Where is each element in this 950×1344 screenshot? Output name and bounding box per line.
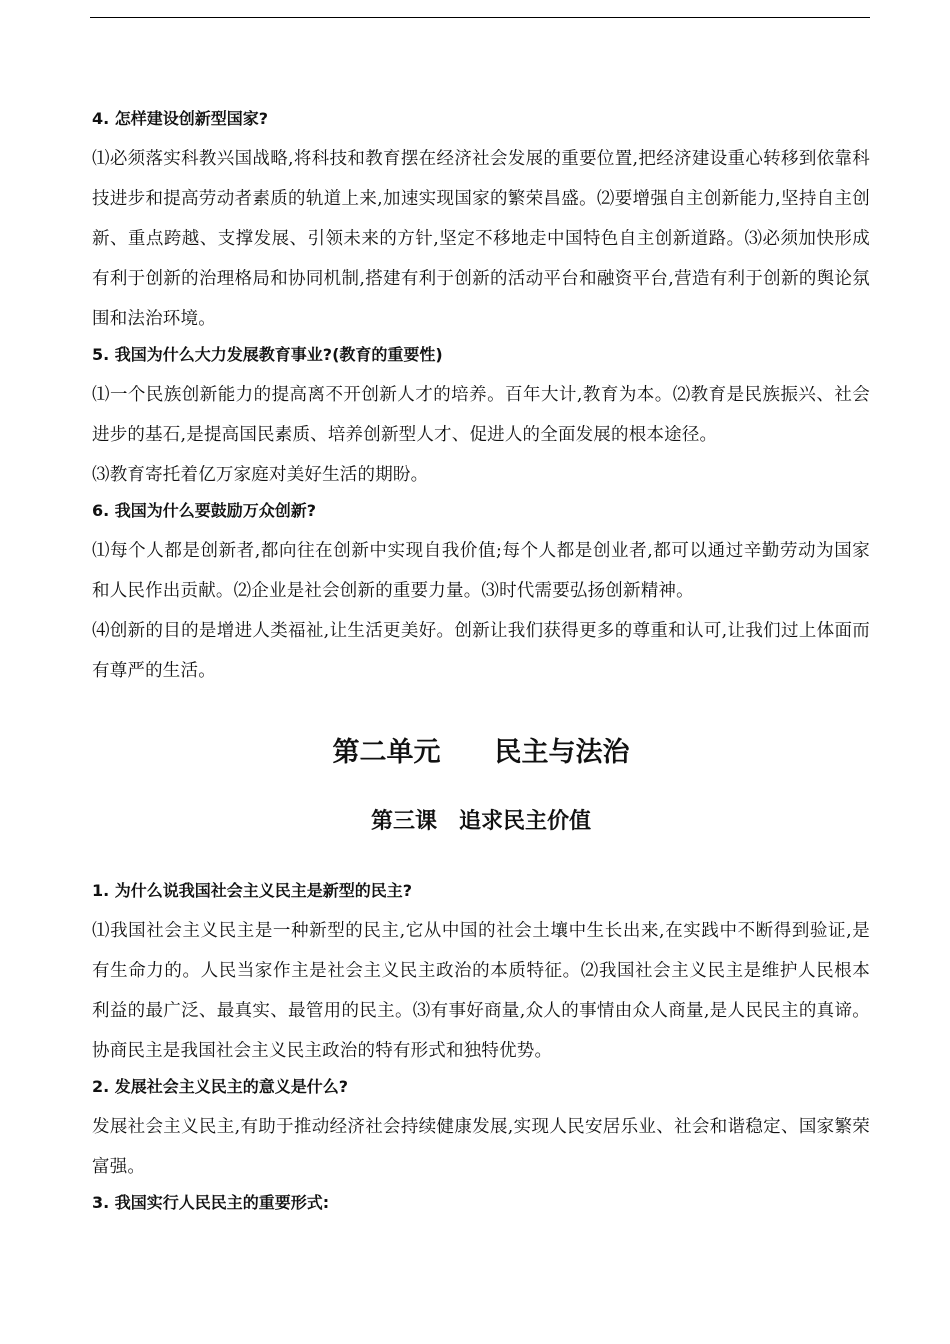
lesson-question-3 xyxy=(92,1191,870,1215)
lesson-question-1-answer: ⑴我国社会主义民主是一种新型的民主,它从中国的社会土壤中生长出来,在实践中不断得到验证,是有生命力的。人民当家作主是社会主义民主政治的本质特征。⑵我国社会主义民主是维护人民根本利益的最广泛、最真实、最管用的民主。⑶有事好商量,众人的事情由众人商量,是人民民主的真谛。协商民主是我国社会主义民主政治的特有形式和独特优势。 xyxy=(92,921,870,1061)
question-4-answer: ⑴必须落实科教兴国战略,将科技和教育摆在经济社会发展的重要位置,把经济建设重心转移到依靠科技进步和提高劳动者素质的轨道上来,加速实现国家的繁荣昌盛。⑵要增强自主创新能力,坚持自主创新、重点跨越、支撑发展、引领未来的方针,坚定不移地走中国特色自主创新道路。⑶必须加快形成有利于创新的治理格局和协同机制,搭建有利于创新的活动平台和融资平台,营造有利于创新的舆论氛围和法治环境。 xyxy=(92,149,870,329)
lesson-question-2-answer: 发展社会主义民主,有助于推动经济社会持续健康发展,实现人民安居乐业、社会和谐稳定、国家繁荣富强。 xyxy=(92,1117,870,1177)
document-body xyxy=(92,107,870,1223)
question-6-answer-1: ⑴每个人都是创新者,都向往在创新中实现自我价值;每个人都是创业者,都可以通过辛勤劳动为国家和人民作出贡献。⑵企业是社会创新的重要力量。⑶时代需要弘扬创新精神。 xyxy=(92,541,870,601)
question-6-title: 6. 我国为什么要鼓励万众创新? xyxy=(92,501,317,520)
question-6-answer-2: ⑷创新的目的是增进人类福祉,让生活更美好。创新让我们获得更多的尊重和认可,让我们过上体面而有尊严的生活。 xyxy=(92,621,870,681)
question-4-title: 4. 怎样建设创新型国家? xyxy=(92,109,269,128)
lesson-question-2 xyxy=(92,1075,870,1187)
unit-title: 第二单元 民主与法治 xyxy=(332,737,630,768)
lesson-title: 第三课 追求民主价值 xyxy=(370,809,591,834)
question-5-answer-1: ⑴一个民族创新能力的提高离不开创新人才的培养。百年大计,教育为本。⑵教育是民族振兴、社会进步的基石,是提高国民素质、培养创新型人才、促进人的全面发展的根本途径。 xyxy=(92,385,870,445)
question-4 xyxy=(92,107,870,339)
header-rule xyxy=(90,17,870,18)
question-6 xyxy=(92,499,870,691)
lesson-heading-wrap xyxy=(92,805,870,839)
lesson-question-1-title: 1. 为什么说我国社会主义民主是新型的民主? xyxy=(92,881,413,900)
lesson-question-1 xyxy=(92,879,870,1071)
question-5 xyxy=(92,343,870,495)
lesson-question-3-title: 3. 我国实行人民民主的重要形式: xyxy=(92,1193,330,1212)
question-5-answer-2: ⑶教育寄托着亿万家庭对美好生活的期盼。 xyxy=(92,465,429,485)
unit-heading-wrap xyxy=(92,733,870,773)
lesson-question-2-title: 2. 发展社会主义民主的意义是什么? xyxy=(92,1077,349,1096)
question-5-title: 5. 我国为什么大力发展教育事业?(教育的重要性) xyxy=(92,345,443,364)
